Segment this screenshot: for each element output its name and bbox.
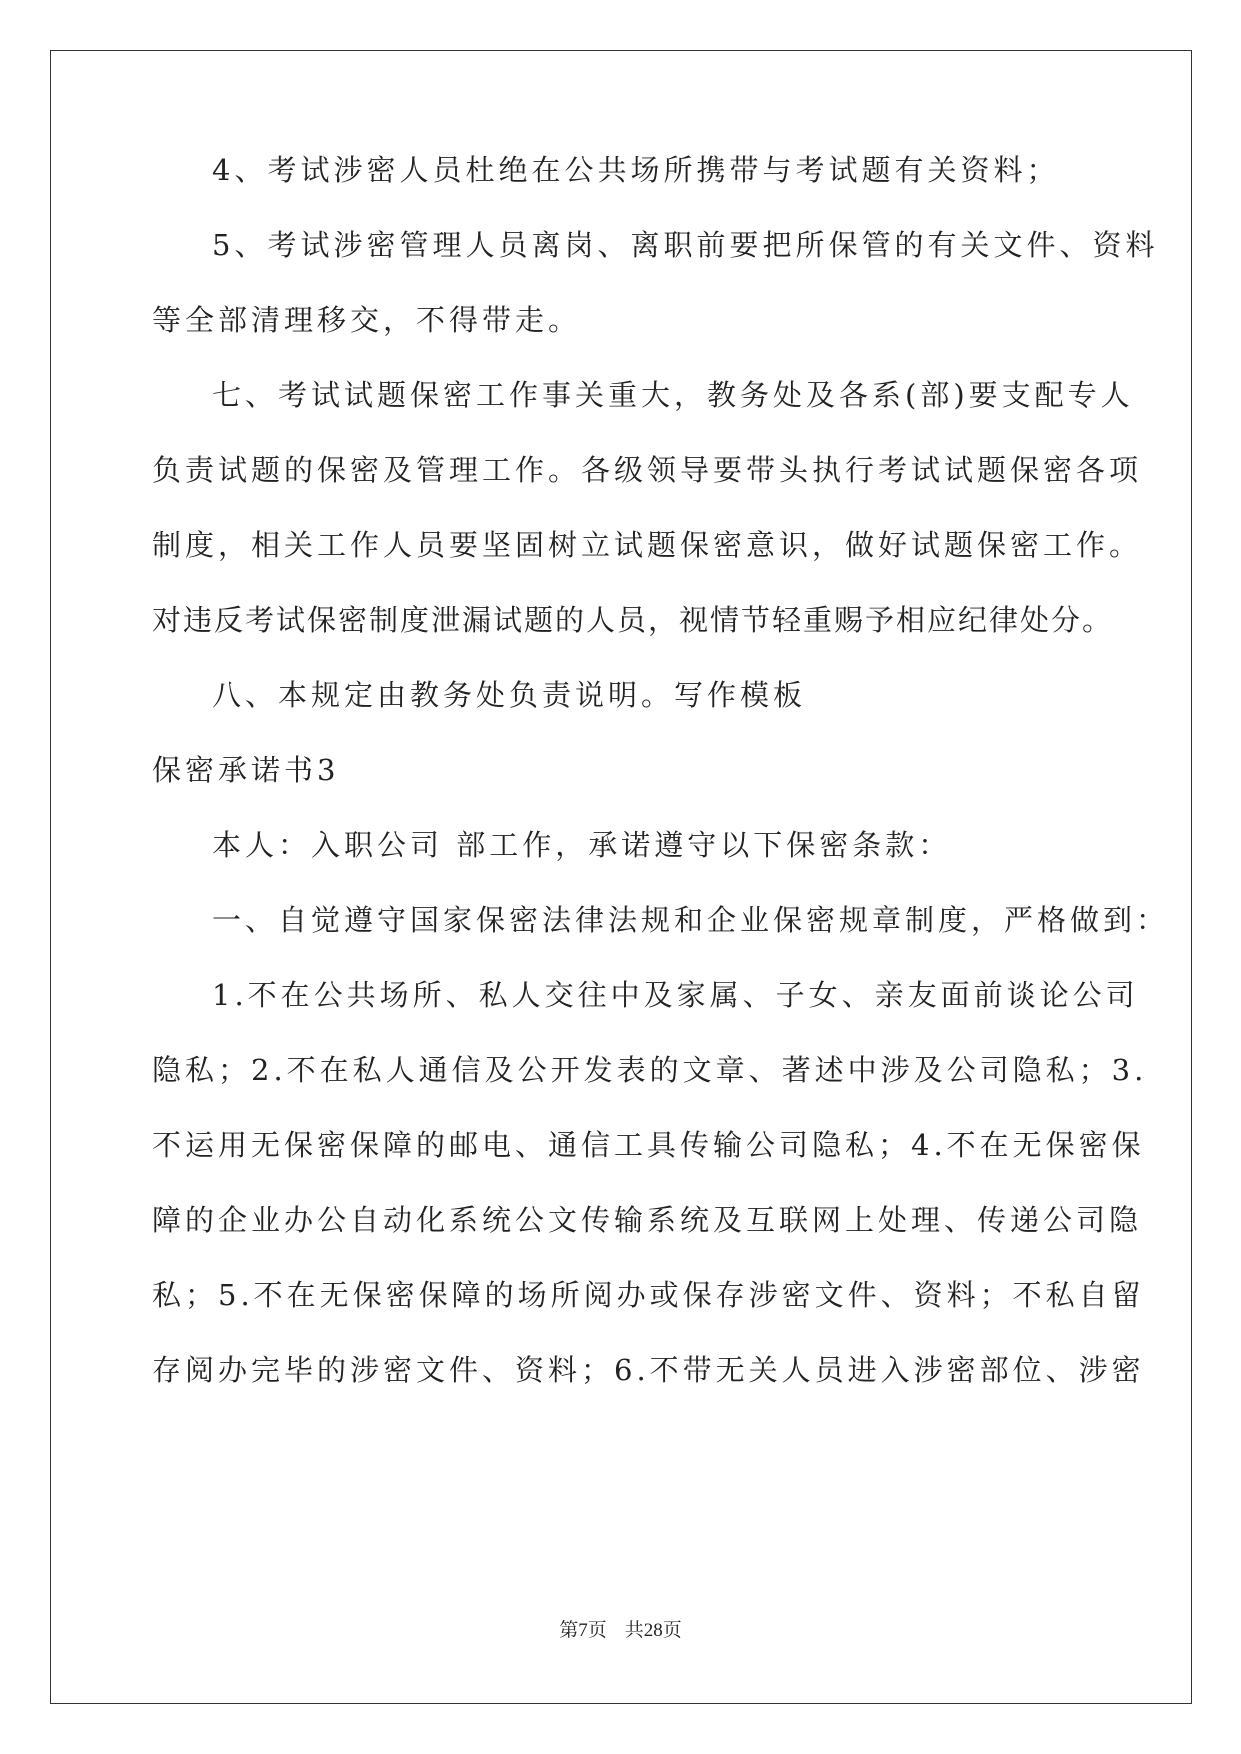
text-line-5: 负责试题的保密及管理工作。各级领导要带头执行考试试题保密各项 [152, 453, 1143, 487]
text-line-14: 不运用无保密保障的邮电、通信工具传输公司隐私；4.不在无保密保 [152, 1128, 1145, 1162]
text-line-7: 对违反考试保密制度泄漏试题的人员，视情节轻重赐予相应纪律处分。 [152, 603, 1114, 637]
text-line-15: 障的企业办公自动化系统公文传输系统及互联网上处理、传递公司隐 [152, 1203, 1143, 1237]
text-line-6: 制度，相关工作人员要坚固树立试题保密意识，做好试题保密工作。 [152, 528, 1143, 562]
text-line-2: 5、考试涉密管理人员离岗、离职前要把所保管的有关文件、资料 [212, 228, 1159, 262]
text-line-10: 本人：入职公司 部工作，承诺遵守以下保密条款： [212, 828, 952, 862]
text-line-12: 1.不在公共场所、私人交往中及家属、子女、亲友面前谈论公司 [212, 978, 1139, 1012]
text-line-4: 七、考试试题保密工作事关重大，教务处及各系(部)要支配专人 [212, 378, 1134, 412]
text-line-16: 私；5.不在无保密保障的场所阅办或保存涉密文件、资料；不私自留 [152, 1278, 1145, 1312]
text-line-1: 4、考试涉密人员杜绝在公共场所携带与考试题有关资料； [212, 153, 1060, 187]
page-number: 第7页 [559, 1620, 607, 1641]
text-line-3: 等全部清理移交，不得带走。 [152, 303, 582, 337]
text-line-13: 隐私；2.不在私人通信及公开发表的文章、著述中涉及公司隐私；3. [152, 1053, 1148, 1087]
text-line-8: 八、本规定由教务处负责说明。写作模板 [212, 678, 807, 712]
page-frame [50, 50, 1192, 1704]
page-footer [0, 1615, 1241, 1642]
text-line-17: 存阅办完毕的涉密文件、资料；6.不带无关人员进入涉密部位、涉密 [152, 1353, 1145, 1387]
page-total: 共28页 [624, 1620, 682, 1641]
section-heading: 保密承诺书3 [152, 753, 340, 787]
text-line-11: 一、自觉遵守国家保密法律法规和企业保密规章制度，严格做到： [212, 903, 1170, 937]
